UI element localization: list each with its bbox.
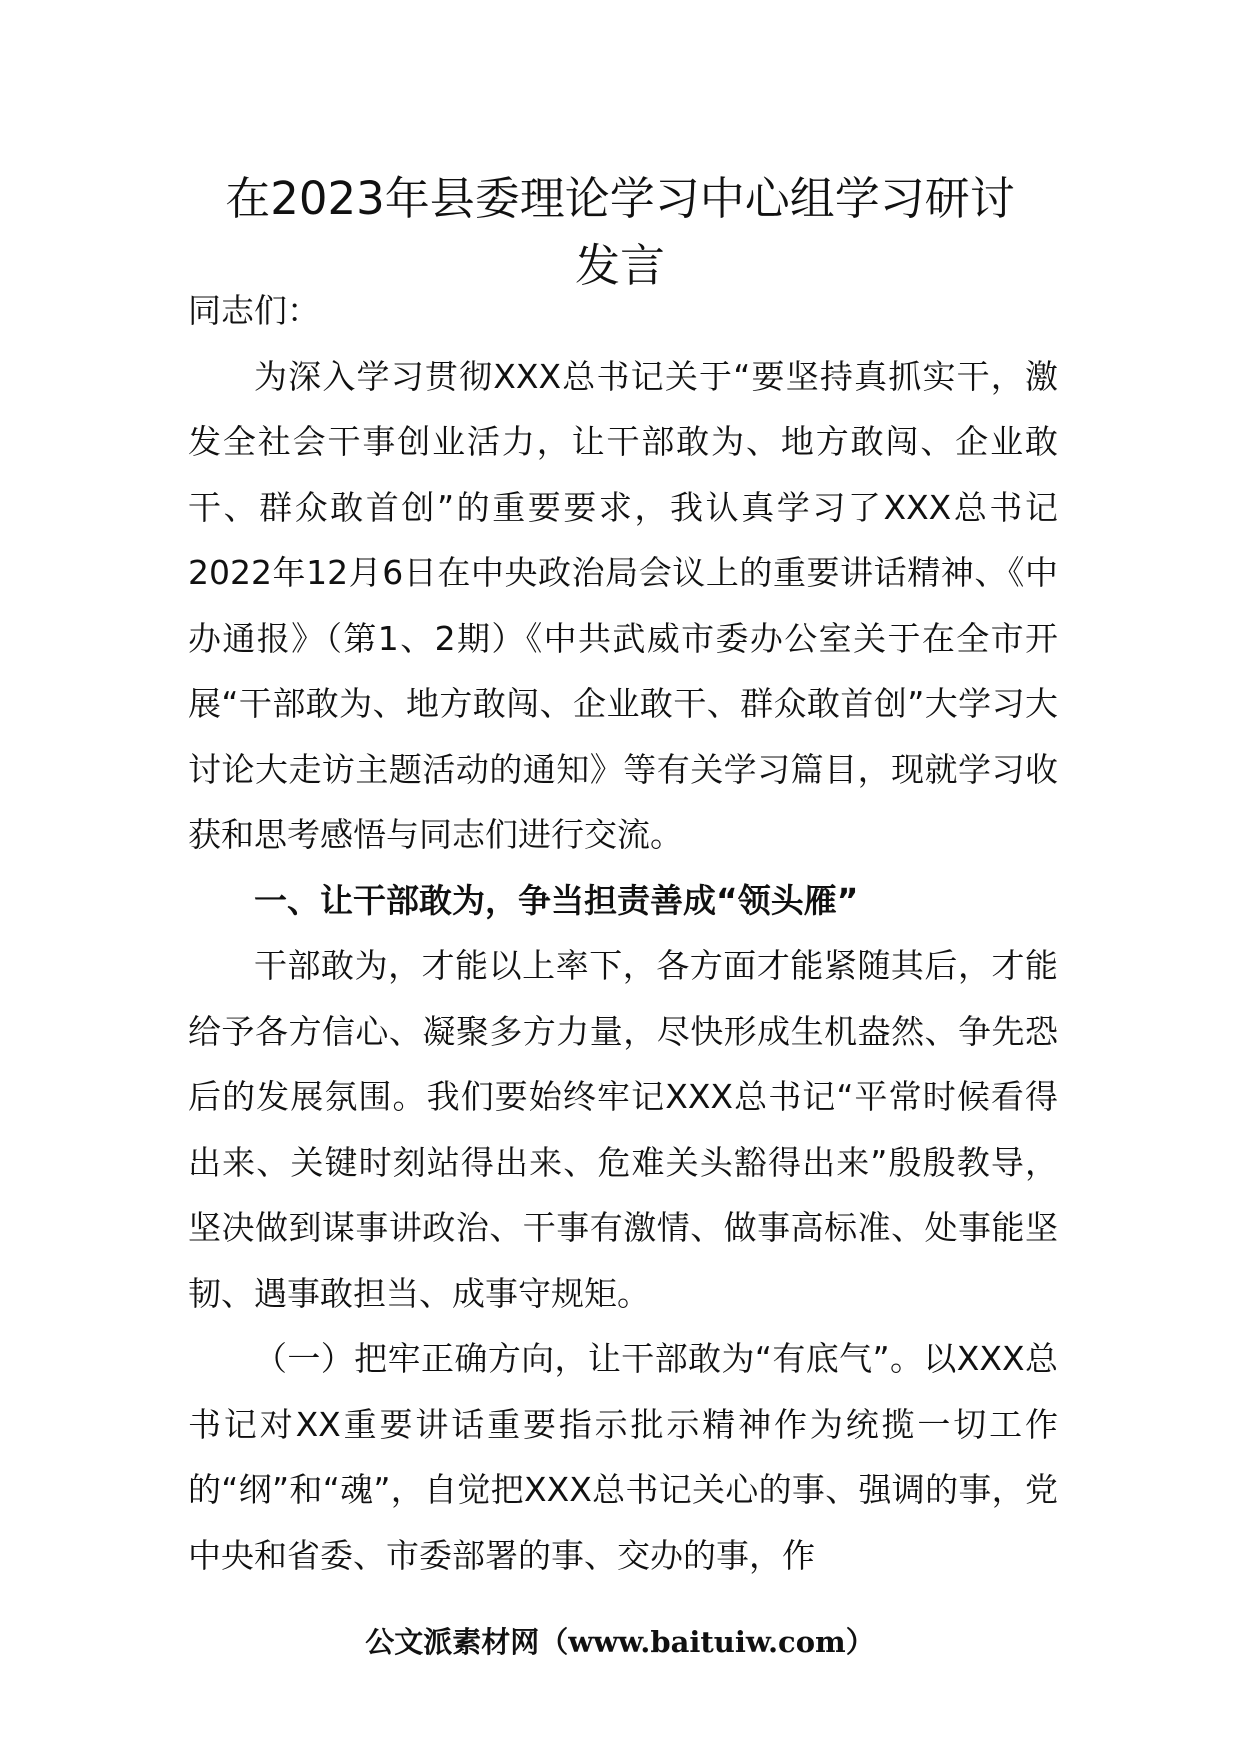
paragraph-cadres: 干部敢为，才能以上率下，各方面才能紧随其后，才能给予各方信心、凝聚多方力量，尽快形成生机盎然、争先恐后的发展氛围。我们要始终牢记XXX总书记“平常时候看得出来、关键时刻站得出来、危难关头豁得出来”殷殷教导，坚决做到谋事讲政治、干事有激情、做事高标准、处事能坚韧、遇事敢担当、成事守规矩。 (188, 946, 1058, 1313)
footer-watermark: 公文派素材网（www.baituiw.com） (365, 1625, 875, 1659)
salutation: 同志们： (188, 291, 320, 330)
paragraph-direction: （一）把牢正确方向，让干部敢为“有底气”。以XXX总书记对XX重要讲话重要指示批示精神作为统揽一切工作的“纲”和“魂”，自觉把XXX总书记关心的事、强调的事，党中央和省委、市委部署的事、交办的事，作 (188, 1339, 1058, 1575)
paragraph-intro: 为深入学习贯彻XXX总书记关于“要坚持真抓实干，激发全社会干事创业活力，让干部敢为、地方敢闯、企业敢干、群众敢首创”的重要要求，我认真学习了XXX总书记2022年12月6日在中央政治局会议上的重要讲话精神、《中办通报》（第1、2期）《中共武威市委办公室关于在全市开展“干部敢为、地方敢闯、企业敢干、群众敢首创”大学习大讨论大走访主题活动的通知》等有关学习篇目，现就学习收获和思考感悟与同志们进行交流。 (188, 356, 1058, 854)
title-line-1: 在2023年县委理论学习中心组学习研讨 (225, 172, 1015, 225)
document-body (188, 278, 1058, 1588)
title-line-2: 发言 (574, 239, 665, 292)
section-heading: 一、让干部敢为，争当担责善成“领头雁” (254, 880, 859, 920)
